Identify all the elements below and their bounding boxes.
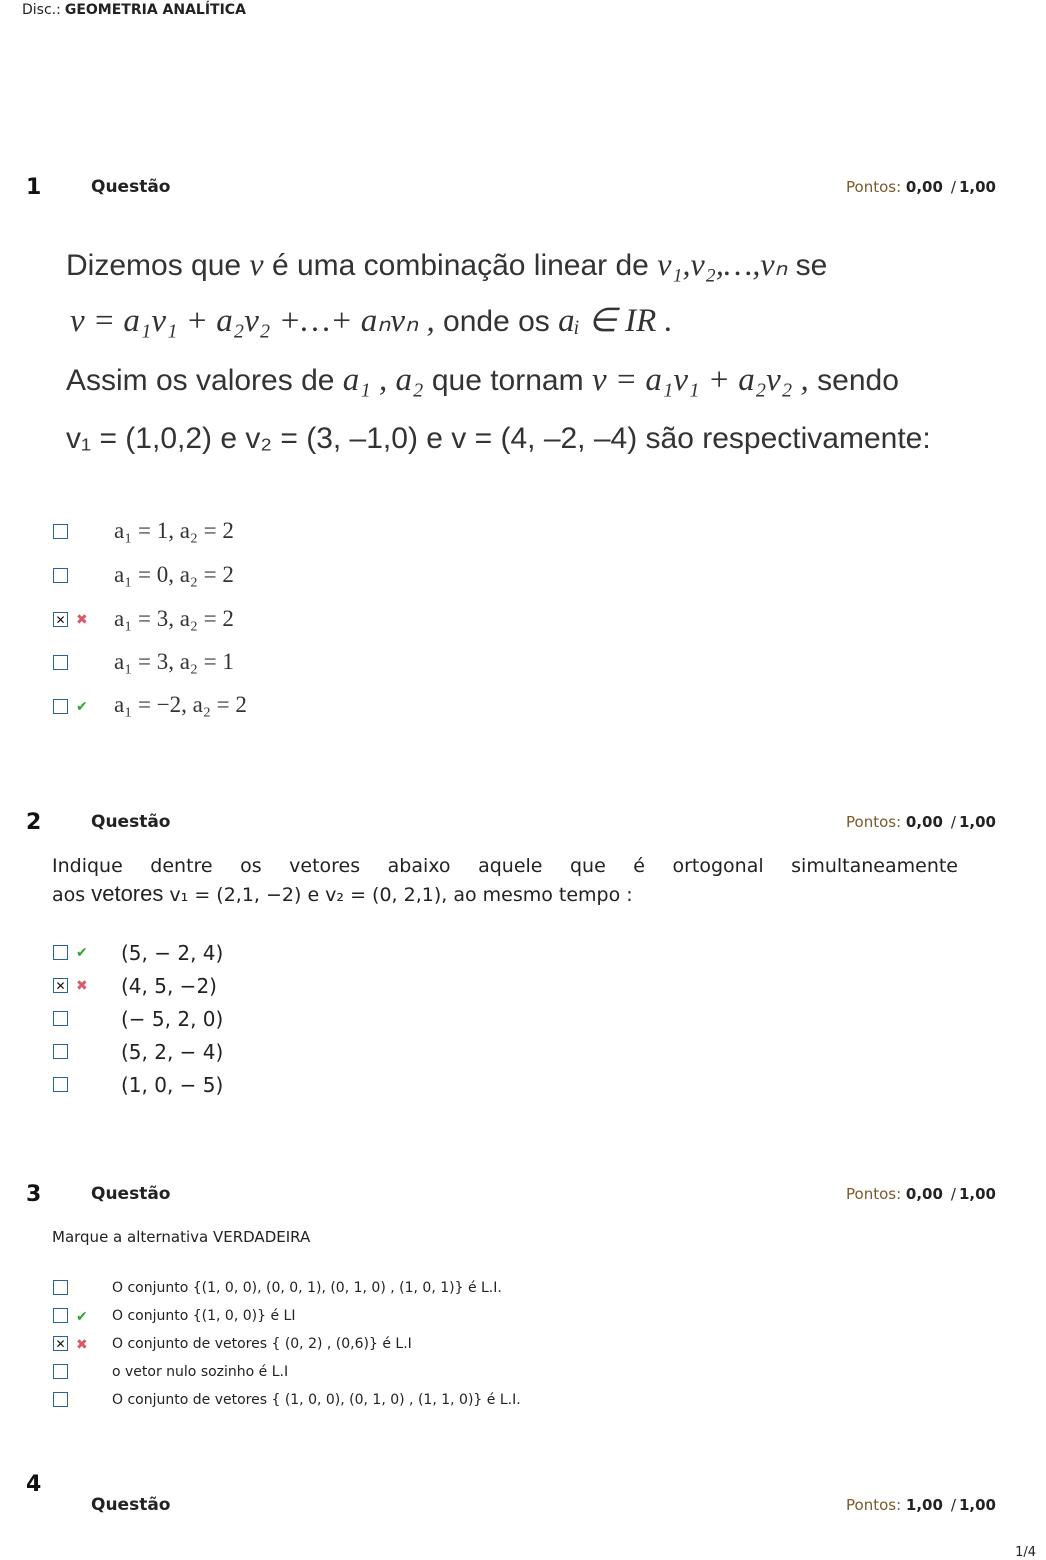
q2-option-1-checkbox[interactable]	[53, 945, 68, 960]
question-3-points: Pontos: 0,00 / 1,00	[846, 1185, 996, 1203]
correct-icon: ✔	[76, 1309, 88, 1325]
q3-option-1-text: O conjunto {(1, 0, 0), (0, 0, 1), (0, 1, 0) , (1, 0, 1)} é L.I.	[112, 1280, 502, 1296]
statement-line-4: v₁ = (1,0,2) e v₂ = (3, –1,0) e v = (4, –2, –4) são respectivamente:	[66, 422, 931, 455]
q2-option-3-text: (− 5, 2, 0)	[121, 1007, 224, 1031]
q3-option-4-checkbox[interactable]	[53, 1364, 68, 1379]
q1-option-2-checkbox[interactable]	[53, 568, 68, 583]
points-max: 1,00	[958, 1496, 996, 1514]
q2-option-2-checkbox[interactable]	[53, 978, 68, 993]
question-3-title: Questão	[91, 1184, 171, 1204]
question-2-statement	[52, 853, 958, 909]
points-score: 0,00	[905, 813, 943, 831]
question-3-number: 3	[26, 1182, 42, 1207]
q1-option-5-text: a₁ = −2, a₂ = 2	[114, 692, 247, 717]
points-score: 0,00	[905, 178, 943, 196]
question-2-number: 2	[26, 810, 42, 835]
points-label: Pontos:	[846, 813, 902, 831]
q1-option-2-text: a₁ = 0, a₂ = 2	[114, 562, 234, 587]
q3-option-2-checkbox[interactable]	[53, 1308, 68, 1323]
q1-option-3-text: a₁ = 3, a₂ = 2	[114, 606, 234, 631]
statement-line-2: aos vetores v₁ = (2,1, −2) e v₂ = (0, 2,1), ao mesmo tempo :	[52, 881, 633, 906]
points-max: 1,00	[958, 813, 996, 831]
q2-option-5-text: (1, 0, − 5)	[121, 1073, 224, 1097]
discipline-name: GEOMETRIA ANALÍTICA	[64, 2, 246, 18]
statement-line-3: Assim os valores de a₁ , a₂ que tornam v = a₁v₁ + a₂v₂ , sendo	[66, 362, 899, 398]
q2-option-2-text: (4, 5, −2)	[121, 974, 217, 998]
question-1-number: 1	[26, 175, 42, 200]
points-label: Pontos:	[846, 178, 902, 196]
points-score: 1,00	[905, 1496, 943, 1514]
q1-option-4-checkbox[interactable]	[53, 655, 68, 670]
statement-line-1: Dizemos que v é uma combinação linear de v₁,v₂,…,vₙ se	[66, 246, 828, 282]
question-2-points: Pontos: 0,00 / 1,00	[846, 813, 996, 831]
question-4-number: 4	[26, 1472, 42, 1497]
correct-icon: ✔	[76, 699, 88, 715]
q3-option-2-text: O conjunto {(1, 0, 0)} é LI	[112, 1308, 296, 1324]
q1-option-4-text: a₁ = 3, a₂ = 1	[114, 649, 234, 674]
q3-option-1-checkbox[interactable]	[53, 1280, 68, 1295]
points-max: 1,00	[958, 178, 996, 196]
question-2-title: Questão	[91, 812, 171, 832]
statement-line-1: Indique dentre os vetores abaixo aquele que é ortogonal simultaneamente	[52, 855, 958, 877]
points-label: Pontos:	[846, 1496, 902, 1514]
statement-line-2: v = a₁v₁ + a₂v₂ +…+ aₙvₙ , onde os aᵢ ∈ IR .	[70, 303, 673, 339]
q1-option-3-checkbox[interactable]	[53, 612, 68, 627]
q2-option-4-checkbox[interactable]	[53, 1044, 68, 1059]
question-4-points: Pontos: 1,00 / 1,00	[846, 1496, 996, 1514]
q3-option-3-text: O conjunto de vetores { (0, 2) , (0,6)} é L.I	[112, 1336, 412, 1352]
q2-option-3-checkbox[interactable]	[53, 1011, 68, 1026]
q3-option-3-checkbox[interactable]	[53, 1336, 68, 1351]
question-1-points: Pontos: 0,00 / 1,00	[846, 178, 996, 196]
q1-option-1-text: a₁ = 1, a₂ = 2	[114, 518, 234, 543]
wrong-icon: ✖	[76, 1337, 88, 1353]
points-max: 1,00	[958, 1185, 996, 1203]
q3-option-5-text: O conjunto de vetores { (1, 0, 0), (0, 1, 0) , (1, 1, 0)} é L.I.	[112, 1392, 521, 1408]
wrong-icon: ✖	[76, 978, 88, 994]
correct-icon: ✔	[76, 945, 88, 961]
q3-option-5-checkbox[interactable]	[53, 1392, 68, 1407]
q2-option-4-text: (5, 2, − 4)	[121, 1040, 224, 1064]
points-score: 0,00	[905, 1185, 943, 1203]
question-1-title: Questão	[91, 177, 171, 197]
page-number: 1/4	[1015, 1545, 1036, 1560]
points-label: Pontos:	[846, 1185, 902, 1203]
q3-option-4-text: o vetor nulo sozinho é L.I	[112, 1364, 289, 1380]
discipline-header	[22, 2, 246, 18]
discipline-label: Disc.:	[22, 2, 61, 18]
q2-option-1-text: (5, − 2, 4)	[121, 941, 224, 965]
q2-option-5-checkbox[interactable]	[53, 1077, 68, 1092]
q1-option-5-checkbox[interactable]	[53, 699, 68, 714]
question-3-statement: Marque a alternativa VERDADEIRA	[52, 1228, 311, 1246]
q1-option-1-checkbox[interactable]	[53, 524, 68, 539]
wrong-icon: ✖	[76, 612, 88, 628]
question-4-title: Questão	[91, 1495, 171, 1515]
